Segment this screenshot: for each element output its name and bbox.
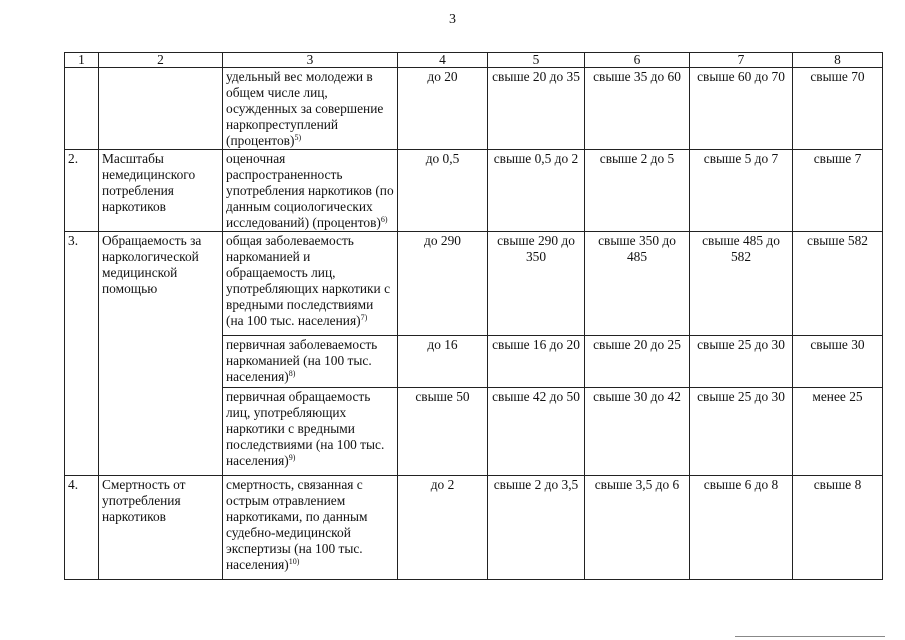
row-number: 2.: [65, 150, 99, 232]
value-cell: до 20: [398, 68, 488, 150]
table-row: [65, 68, 883, 150]
indicator-text: общая заболеваемость наркоманией и обращаемость лиц, употребляющих наркотики с вредными последствиями (на 100 тыс. населения): [226, 233, 391, 328]
page-bottom-rule: [735, 636, 885, 637]
col-header: 1: [65, 53, 99, 68]
value-cell: свыше 50: [398, 388, 488, 476]
value-cell: менее 25: [793, 388, 883, 476]
page-number: 3: [449, 12, 456, 27]
indicator-cell: [223, 388, 398, 476]
col-header: 3: [223, 53, 398, 68]
indicator-text: оценочная распространенность употребления наркотиков (по данным социологических исследований) (процентов): [226, 151, 394, 230]
col-header: 4: [398, 53, 488, 68]
value-cell: свыше 5 до 7: [690, 150, 793, 232]
value-cell: свыше 42 до 50: [488, 388, 585, 476]
footnote-ref: 8): [288, 369, 296, 378]
row-number: [65, 68, 99, 150]
indicator-text: удельный вес молодежи в общем числе лиц, осужденных за совершение наркопреступлений (процентов): [226, 69, 384, 148]
value-cell: свыше 2 до 3,5: [488, 476, 585, 580]
col-header: 7: [690, 53, 793, 68]
indicator-cell: [223, 150, 398, 232]
indicator-cell: [223, 68, 398, 150]
value-cell: свыше 70: [793, 68, 883, 150]
value-cell: свыше 7: [793, 150, 883, 232]
indicator-text: первичная заболеваемость наркоманией (на 100 тыс. населения): [226, 337, 378, 384]
indicator-cell: [223, 232, 398, 336]
footnote-ref: 7): [360, 313, 368, 322]
value-cell: свыше 350 до 485: [585, 232, 690, 336]
table-row: [65, 232, 883, 336]
value-cell: свыше 30 до 42: [585, 388, 690, 476]
col-header: 6: [585, 53, 690, 68]
row-name: Смертность от употребления наркотиков: [99, 476, 223, 580]
value-cell: до 290: [398, 232, 488, 336]
value-cell: свыше 2 до 5: [585, 150, 690, 232]
row-number: 3.: [65, 232, 99, 476]
table-row: [65, 150, 883, 232]
indicator-text: первичная обращаемость лиц, употребляющих наркотики с вредными последствиями (на 100 тыс. населения): [226, 389, 385, 468]
value-cell: свыше 0,5 до 2: [488, 150, 585, 232]
value-cell: свыше 30: [793, 336, 883, 388]
value-cell: до 0,5: [398, 150, 488, 232]
row-number: 4.: [65, 476, 99, 580]
value-cell: свыше 16 до 20: [488, 336, 585, 388]
indicator-cell: [223, 476, 398, 580]
footnote-ref: 10): [288, 557, 300, 566]
value-cell: свыше 582: [793, 232, 883, 336]
indicators-table: [64, 52, 883, 580]
value-cell: свыше 20 до 35: [488, 68, 585, 150]
value-cell: свыше 20 до 25: [585, 336, 690, 388]
indicator-cell: [223, 336, 398, 388]
col-header: 8: [793, 53, 883, 68]
value-cell: до 16: [398, 336, 488, 388]
col-header: 5: [488, 53, 585, 68]
value-cell: свыше 8: [793, 476, 883, 580]
value-cell: свыше 25 до 30: [690, 388, 793, 476]
footnote-ref: 9): [288, 453, 296, 462]
indicator-text: смертность, связанная с острым отравлением наркотиками, по данным судебно-медицинской экспертизы (на 100 тыс. населения): [226, 477, 368, 572]
value-cell: свыше 290 до 350: [488, 232, 585, 336]
value-cell: свыше 35 до 60: [585, 68, 690, 150]
header-row: [65, 53, 883, 68]
row-name: Масштабы немедицинского потребления наркотиков: [99, 150, 223, 232]
footnote-ref: 5): [294, 133, 302, 142]
value-cell: свыше 6 до 8: [690, 476, 793, 580]
col-header: 2: [99, 53, 223, 68]
row-name: Обращаемость за наркологической медицинской помощью: [99, 232, 223, 476]
value-cell: свыше 485 до 582: [690, 232, 793, 336]
footnote-ref: 6): [380, 215, 388, 224]
value-cell: свыше 3,5 до 6: [585, 476, 690, 580]
value-cell: свыше 25 до 30: [690, 336, 793, 388]
table-row: [65, 476, 883, 580]
row-name: [99, 68, 223, 150]
value-cell: до 2: [398, 476, 488, 580]
value-cell: свыше 60 до 70: [690, 68, 793, 150]
